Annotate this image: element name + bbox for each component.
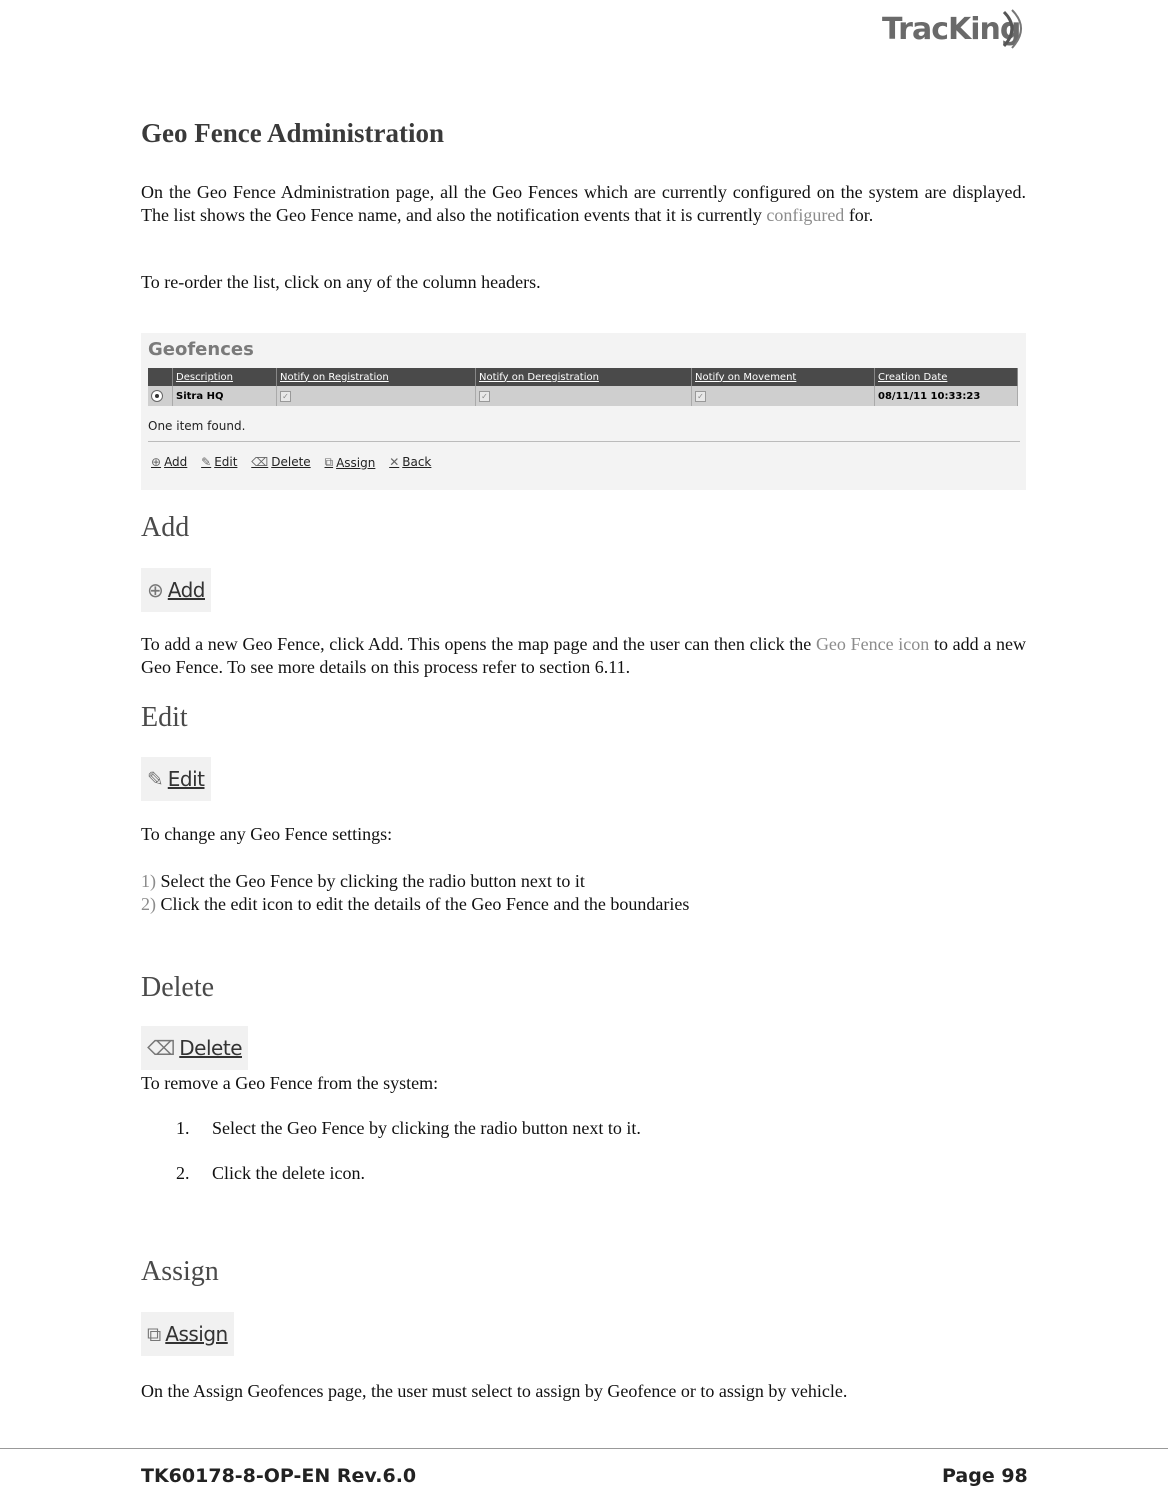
eraser-icon: ⌫ [147,1036,176,1060]
add-icon: ⊕ [147,578,164,602]
edit-heading: Edit [141,702,188,733]
cell-deregistration [476,386,692,406]
checkbox-movement: ✓ [695,391,706,402]
geofences-panel [141,333,1026,490]
column-header-registration[interactable]: Notify on Registration [277,368,476,386]
reorder-paragraph: To re-order the list, click on any of the column headers. [141,272,541,292]
assign-icon: ⧉ [147,1322,162,1346]
delete-link[interactable]: ⌫ Delete [251,455,311,469]
pencil-icon: ✎ [201,455,212,469]
add-button-image: ⊕ Add [141,568,211,612]
edit-step-2: 2) Click the edit icon to edit the details of the Geo Fence and the boundaries [141,894,690,914]
page-title: Geo Fence Administration [141,118,444,148]
footer-doc-id: TK60178-8-OP-EN Rev.6.0 [141,1465,417,1487]
cell-creation-date: 08/11/11 10:33:23 [875,386,1018,406]
logo-text: TracKing [882,12,1021,47]
edit-step-1: 1) Select the Geo Fence by clicking the radio button next to it [141,871,585,891]
column-header-movement[interactable]: Notify on Movement [692,368,875,386]
pencil-icon: ✎ [147,767,164,791]
checkbox-deregistration: ✓ [479,391,490,402]
delete-heading: Delete [141,972,215,1003]
select-column-header [148,368,173,386]
assign-button-image: ⧉ Assign [141,1312,234,1356]
checkbox-registration: ✓ [280,391,291,402]
column-header-creation-date[interactable]: Creation Date [875,368,1018,386]
delete-button-image: ⌫ Delete [141,1026,248,1070]
action-bar [151,455,441,470]
add-icon: ⊕ [151,455,162,469]
row-radio-cell[interactable] [148,386,173,406]
footer-divider [0,1448,1168,1449]
delete-step-1: 1. Select the Geo Fence by clicking the radio button next to it. [176,1118,641,1138]
add-paragraph: To add a new Geo Fence, click Add. This opens the map page and the user can then click the Geo Fence icon to add a new Geo Fence. To see more details on this process refer to section 6.11. [141,634,1026,677]
edit-link[interactable]: ✎ Edit [201,455,238,469]
edit-button-image: ✎ Edit [141,757,211,801]
cell-description: Sitra HQ [173,386,277,406]
eraser-icon: ⌫ [251,455,269,469]
divider [148,441,1020,442]
footer-page-number: Page 98 [942,1465,1028,1487]
tracking-logo [882,6,1032,52]
column-header-deregistration[interactable]: Notify on Deregistration [476,368,692,386]
intro-paragraph: On the Geo Fence Administration page, all the Geo Fences which are currently configured on the system are displayed. The list shows the Geo Fence name, and also the notification events that it is currently configured for. [141,182,1026,225]
items-found-text: One item found. [148,419,246,433]
add-heading: Add [141,512,190,543]
cell-movement [692,386,875,406]
delete-intro: To remove a Geo Fence from the system: [141,1073,439,1093]
assign-heading: Assign [141,1256,219,1287]
cell-registration [277,386,476,406]
panel-title: Geofences [148,339,254,360]
table-row [148,386,1018,406]
close-icon: ✕ [389,455,400,469]
assign-link[interactable]: ⧉ Assign [324,455,376,470]
back-link[interactable]: ✕ Back [389,455,432,469]
column-header-description[interactable]: Description [173,368,277,386]
geofences-table [148,368,1018,406]
assign-icon: ⧉ [324,455,334,469]
signal-arc-icon [1000,8,1028,50]
add-link[interactable]: ⊕ Add [151,455,188,469]
assign-paragraph: On the Assign Geofences page, the user must select to assign by Geofence or to assign by vehicle. [141,1381,848,1401]
edit-intro: To change any Geo Fence settings: [141,824,393,844]
select-radio[interactable] [151,390,163,402]
delete-step-2: 2. Click the delete icon. [176,1163,365,1183]
